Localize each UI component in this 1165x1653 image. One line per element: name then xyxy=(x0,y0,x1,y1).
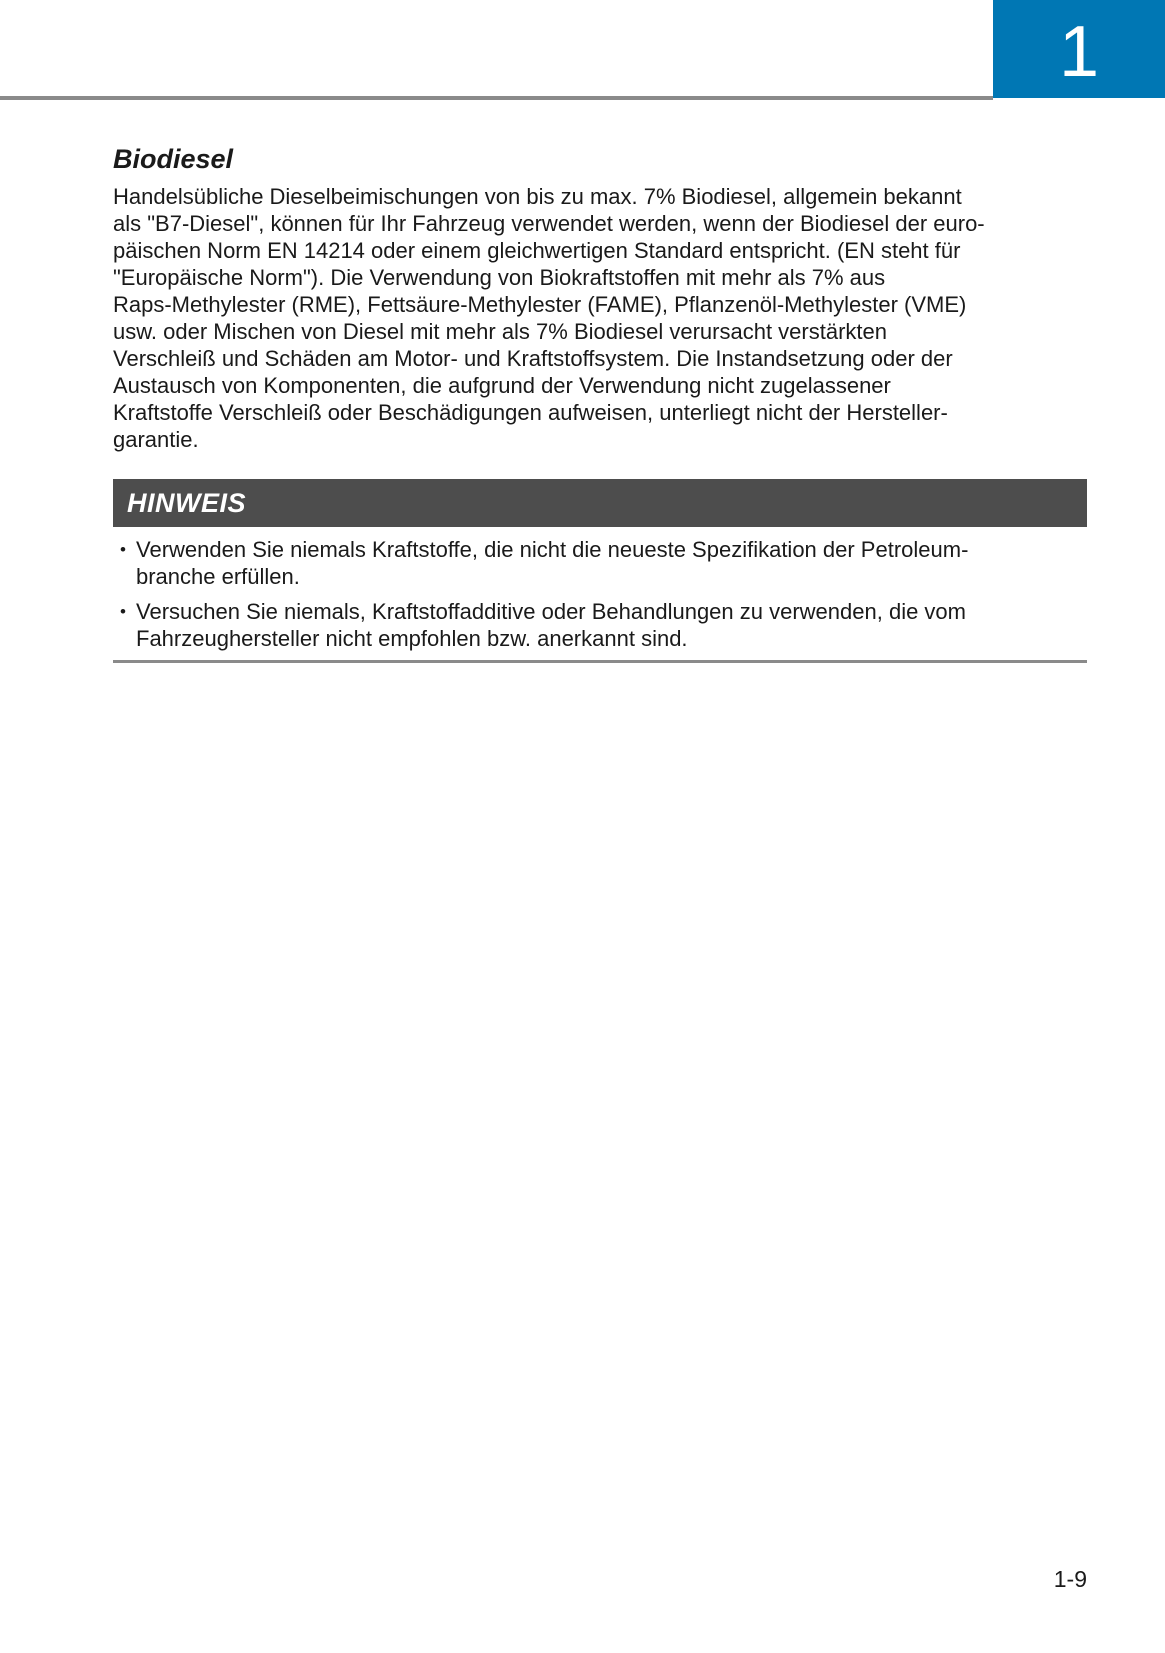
list-item xyxy=(113,536,1087,590)
notice-title: HINWEIS xyxy=(127,487,247,518)
body-paragraph: Handelsübliche Dieselbeimischungen von bis zu max. 7% Biodiesel, allgemein bekannt als "B7-Diesel", können für Ihr Fahrzeug verwendet werden, wenn der Biodiesel der euro- päischen Norm EN 14214 oder einem gleichwertigen Standard entspricht. (EN steht für "Europäische Norm"). Die Verwendung von Biokraftstoffen mit mehr als 7% aus Raps-Methylester (RME), Fettsäure-Methylester (FAME), Pflanzenöl-Methylester (VME) usw. oder Mischen von Diesel mit mehr als 7% Biodiesel verursacht verstärkten Verschleiß und Schäden am Motor- und Kraftstoffsystem. Die Instandsetzung oder der Austausch von Komponenten, die aufgrund der Verwendung nicht zugelassener Kraftstoffe Verschleiß oder Beschädigungen aufweisen, unterliegt nicht der Hersteller- garantie. xyxy=(113,184,985,452)
page-content xyxy=(113,143,1087,663)
bullet-text: Verwenden Sie niemals Kraftstoffe, die nicht die neueste Spezifikation der Petroleum- branche erfüllen. xyxy=(136,537,969,589)
chapter-tab xyxy=(993,0,1165,98)
notice-divider xyxy=(113,660,1087,663)
bullet-text: Versuchen Sie niemals, Kraftstoffadditive oder Behandlungen zu verwenden, die vom Fahrzeughersteller nicht empfohlen bzw. anerkannt sind. xyxy=(136,599,966,651)
notice-list xyxy=(113,536,1087,652)
notice-banner xyxy=(113,479,1087,527)
header-divider xyxy=(0,96,993,100)
bullet-marker: • xyxy=(120,602,126,621)
bullet-marker: • xyxy=(120,540,126,559)
section-heading: Biodiesel xyxy=(113,144,234,174)
page-number: 1-9 xyxy=(1053,1566,1087,1592)
chapter-number: 1 xyxy=(1058,12,1100,92)
list-item xyxy=(113,598,1087,652)
